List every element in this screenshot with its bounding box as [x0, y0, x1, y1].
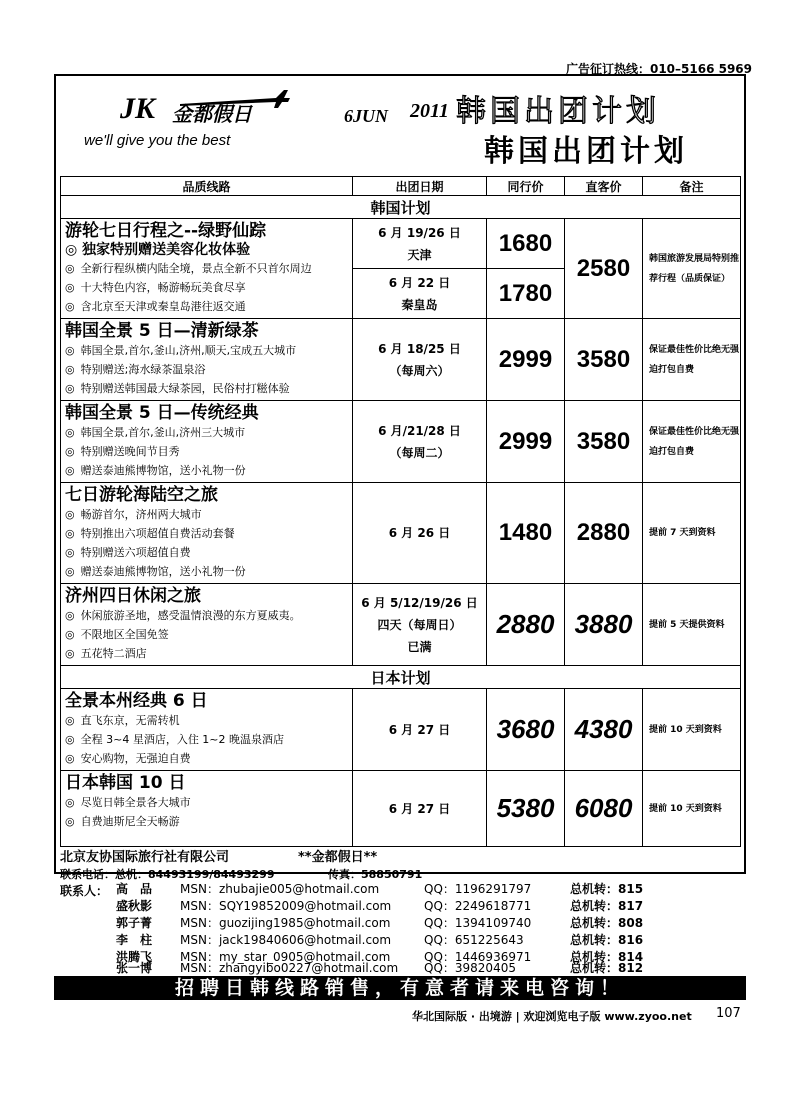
contact-name: 高 品: [116, 882, 153, 896]
departure-date-cell: [353, 584, 487, 666]
contact-msn[interactable]: MSN：my_star_0905@hotmail.com: [180, 950, 391, 964]
note: 保证最佳性价比绝无强迫打包自费: [643, 401, 741, 483]
peer-price: 3680: [487, 689, 565, 771]
route-item: 直飞东京，无需转机: [80, 714, 180, 727]
table-row: [61, 319, 741, 401]
page-number: 107: [716, 1006, 741, 1021]
direct-price: 6080: [565, 771, 643, 847]
contact-name: 洪腾飞: [116, 950, 153, 964]
bullet-icon: ◎: [65, 426, 75, 439]
route-item: 含北京至天津或秦皇岛港往返交通: [80, 300, 246, 313]
route-cell: [61, 319, 353, 401]
contact-row: [116, 881, 676, 898]
contact-label: 联系人：: [60, 884, 109, 898]
issue-year: 2011: [410, 100, 449, 122]
route-item: 特别赠送韩国最大绿茶园，民俗村打糍体验: [80, 382, 290, 395]
route-name: 全景本州经典 6 日: [65, 691, 208, 711]
route-item: 特别赠送晚间节目秀: [80, 445, 180, 458]
contact-qq: QQ：1446936971: [424, 950, 532, 964]
bullet-icon: ◎: [65, 815, 75, 828]
contact-qq: QQ：39820405: [424, 961, 516, 975]
route-name: 日本韩国 10 日: [65, 773, 186, 793]
contact-msn[interactable]: MSN：SQY19852009@hotmail.com: [180, 899, 392, 913]
peer-price: 2999: [487, 401, 565, 483]
bullet-icon: ◎: [65, 546, 75, 559]
direct-price: 2580: [565, 219, 643, 319]
route-cell: [61, 483, 353, 584]
route-item: 赠送泰迪熊博物馆，送小礼物一份: [80, 565, 246, 578]
route-cell: [61, 219, 353, 319]
route-item: 五花特二酒店: [80, 647, 147, 660]
route-item: 特别赠送六项超值自费: [80, 546, 191, 559]
contact-row: [116, 960, 676, 977]
bullet-icon: ◎: [65, 628, 75, 641]
note: 韩国旅游发展局特别推荐行程（品质保证）: [643, 219, 741, 319]
departure-date-cell: [353, 319, 487, 401]
fax-number: 传真：58850791: [328, 868, 423, 881]
route-item: 韩国全景,首尔,釜山,济州,顺天,宝成五大城市: [80, 344, 297, 357]
departure-date: 6 月 19/26 日: [378, 225, 461, 240]
logo-slogan: we'll give you the best: [84, 132, 231, 149]
bullet-icon: ◎: [65, 508, 75, 521]
route-name: 七日游轮海陆空之旅: [65, 485, 218, 505]
contact-msn[interactable]: MSN：jack19840606@hotmail.com: [180, 933, 392, 947]
route-item: 自费迪斯尼全天畅游: [80, 815, 180, 828]
contact-phone: 联系电话：总机：84493199/84493299: [60, 868, 275, 881]
note: 提前 10 天到资料: [643, 689, 741, 771]
bullet-icon: ◎: [65, 262, 75, 275]
departure-status: 已满: [407, 639, 432, 654]
route-cell: [61, 401, 353, 483]
direct-price: 4380: [565, 689, 643, 771]
peer-price: 2999: [487, 319, 565, 401]
ad-hotline: 广告征订热线：010–5166 5969: [565, 62, 752, 76]
departure-date: 6 月 27 日: [353, 771, 487, 847]
contact-row: [116, 898, 676, 915]
route-item: 全新行程纵横内陆全境，景点全新不只首尔周边: [80, 262, 312, 275]
section-row-japan: [61, 666, 741, 689]
contact-extension: 总机转：808: [570, 916, 644, 930]
bullet-icon: ◎: [65, 714, 75, 727]
route-item: 全程 3~4 星酒店，入住 1~2 晚温泉酒店: [80, 733, 285, 746]
route-item: 畅游首尔，济州两大城市: [80, 508, 202, 521]
company-name: 北京友协国际旅行社有限公司: [60, 850, 230, 865]
contact-extension: 总机转：816: [570, 933, 644, 947]
company-logo: [80, 86, 300, 158]
route-item: 不限地区全国免签: [80, 628, 169, 641]
recruitment-banner: 招聘日韩线路销售，有意者请来电咨询！: [54, 976, 746, 1000]
contact-msn[interactable]: MSN：guozijing1985@hotmail.com: [180, 916, 391, 930]
route-subtitle: 独家特别赠送美容化妆体验: [82, 242, 251, 258]
route-cell: [61, 689, 353, 771]
table-row: [61, 584, 741, 666]
bullet-icon: ◎: [65, 344, 75, 357]
departure-date: 6 月 22 日: [388, 275, 451, 290]
contact-name: 张一博: [116, 961, 153, 975]
route-item: 赠送泰迪熊博物馆，送小礼物一份: [80, 464, 246, 477]
table-row: [61, 689, 741, 771]
bullet-icon: ◎: [65, 527, 75, 540]
contact-row: [116, 932, 676, 949]
bullet-icon: ◎: [65, 242, 78, 258]
footer-text: 华北国际版 · 出境游 | 欢迎浏览电子版 www.zyoo.net: [412, 1010, 692, 1023]
note: 提前 7 天到资料: [643, 483, 741, 584]
peer-price: 1680: [487, 219, 565, 269]
contact-qq: QQ：1196291797: [424, 882, 532, 896]
bullet-icon: ◎: [65, 565, 75, 578]
bullet-icon: ◎: [65, 281, 75, 294]
bullet-icon: ◎: [65, 752, 75, 765]
route-cell: [61, 771, 353, 847]
bullet-icon: ◎: [65, 609, 75, 622]
route-item: 韩国全景,首尔,釜山,济州三大城市: [80, 426, 246, 439]
departure-port: 天津: [407, 247, 432, 262]
route-name: 韩国全景 5 日—清新绿茶: [65, 321, 259, 341]
logo-jk: JK: [120, 92, 156, 125]
table-header-row: [61, 177, 741, 196]
section-title-korea: 韩国计划: [61, 196, 741, 219]
contact-name: 盛秋影: [116, 899, 153, 913]
contact-extension: 总机转：815: [570, 882, 644, 896]
note: 保证最佳性价比绝无强迫打包自费: [643, 319, 741, 401]
section-title-japan: 日本计划: [61, 666, 741, 689]
departure-frequency: 四天（每周日）: [377, 617, 462, 632]
direct-price: 3580: [565, 401, 643, 483]
contact-extension: 总机转：812: [570, 961, 644, 975]
brand-name: **金都假日**: [298, 850, 378, 865]
bullet-icon: ◎: [65, 796, 75, 809]
table-row: [61, 483, 741, 584]
departure-date-cell: [353, 219, 487, 269]
route-item: 特别推出六项超值自费活动套餐: [80, 527, 235, 540]
peer-price: 1480: [487, 483, 565, 584]
contact-qq: QQ：651225643: [424, 933, 524, 947]
table-row: [61, 219, 741, 269]
contact-name: 郭子菁: [116, 916, 153, 930]
departure-date-cell: [353, 269, 487, 319]
route-item: 特别赠送;海水绿茶温泉浴: [80, 363, 206, 376]
contact-msn[interactable]: MSN：zhangyibo0227@hotmail.com: [180, 961, 399, 975]
table-row: [61, 401, 741, 483]
contact-msn[interactable]: MSN：zhubajie005@hotmail.com: [180, 882, 380, 896]
departure-frequency: （每周六）: [389, 363, 450, 378]
header-route: 品质线路: [61, 177, 353, 196]
peer-price: 1780: [487, 269, 565, 319]
peer-price: 5380: [487, 771, 565, 847]
bullet-icon: ◎: [65, 464, 75, 477]
header-peer-price: 同行价: [487, 177, 565, 196]
route-cell: [61, 584, 353, 666]
peer-price: 2880: [487, 584, 565, 666]
logo-chinese-name: 金都假日: [172, 102, 252, 126]
departure-date-cell: [353, 401, 487, 483]
route-item: 安心购物，无强迫自费: [80, 752, 191, 765]
departure-date: 6 月/21/28 日: [378, 423, 461, 438]
section-row-korea: [61, 196, 741, 219]
bullet-icon: ◎: [65, 445, 75, 458]
table-row: [61, 771, 741, 847]
direct-price: 2880: [565, 483, 643, 584]
route-name: 游轮七日行程之--绿野仙踪: [65, 221, 267, 241]
bullet-icon: ◎: [65, 363, 75, 376]
departure-date: 6 月 26 日: [353, 483, 487, 584]
header-note: 备注: [643, 177, 741, 196]
route-item: 十大特色内容，畅游畅玩美食尽享: [80, 281, 246, 294]
page-title: 韩国出团计划: [484, 134, 688, 169]
route-item: 休闲旅游圣地，感受温情浪漫的东方夏威夷。: [80, 609, 301, 622]
note: 提前 5 天提供资料: [643, 584, 741, 666]
departure-port: 秦皇岛: [401, 297, 438, 312]
direct-price: 3580: [565, 319, 643, 401]
contact-qq: QQ：1394109740: [424, 916, 532, 930]
contact-extension: 总机转：817: [570, 899, 644, 913]
issue-date: 6JUN: [344, 106, 388, 126]
departure-frequency: （每周二）: [389, 445, 450, 460]
departure-date: 6 月 5/12/19/26 日: [361, 595, 478, 610]
title-outline: 韩国出团计划: [456, 94, 660, 129]
contact-extension: 总机转：814: [570, 950, 644, 964]
bullet-icon: ◎: [65, 300, 75, 313]
route-name: 济州四日休闲之旅: [65, 586, 201, 606]
contact-row: [116, 915, 676, 932]
bullet-icon: ◎: [65, 733, 75, 746]
note: 提前 10 天到资料: [643, 771, 741, 847]
bullet-icon: ◎: [65, 382, 75, 395]
route-name: 韩国全景 5 日—传统经典: [65, 403, 259, 423]
contact-qq: QQ：2249618771: [424, 899, 532, 913]
route-item: 尽览日韩全景各大城市: [80, 796, 191, 809]
departure-date: 6 月 18/25 日: [378, 341, 461, 356]
header-direct-price: 直客价: [565, 177, 643, 196]
departure-date: 6 月 27 日: [353, 689, 487, 771]
bullet-icon: ◎: [65, 647, 75, 660]
header-date: 出团日期: [353, 177, 487, 196]
contact-name: 李 柱: [116, 933, 153, 947]
direct-price: 3880: [565, 584, 643, 666]
tour-plan-table: [60, 176, 741, 847]
